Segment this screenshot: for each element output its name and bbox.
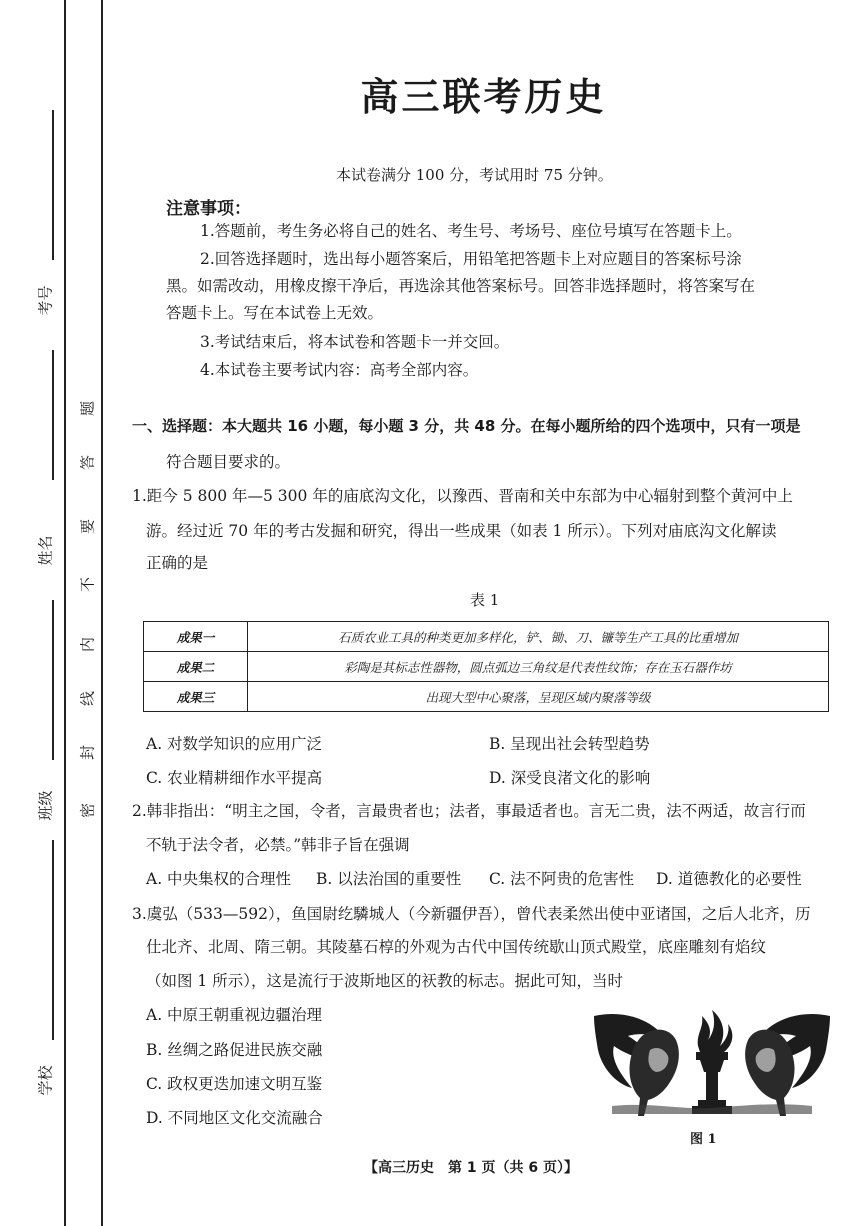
- q1-option-a: A. 对数学知识的应用广泛: [146, 735, 323, 753]
- question-1-text: 正确的是: [146, 554, 209, 572]
- q2-option-d: D. 道德教化的必要性: [656, 870, 802, 888]
- q2-option-a: A. 中央集权的合理性: [146, 870, 292, 888]
- field-name-line: [52, 600, 54, 760]
- table-cell: 彩陶是其标志性器物，圆点弧边三角纹是代表性纹饰；存在玉石器作坊: [248, 652, 829, 682]
- field-exam-number-line: [52, 110, 54, 260]
- seal-char: 要: [78, 519, 97, 535]
- notice-item: 黑。如需改动，用橡皮擦干净后，再选涂其他答案标号。回答非选择题时，将答案写在: [166, 277, 756, 295]
- figure-caption: 图 1: [690, 1132, 717, 1147]
- table-row: [144, 622, 829, 652]
- table-row: [144, 652, 829, 682]
- question-2-text: 不轨于法令者，必禁。”韩非子旨在强调: [146, 836, 410, 854]
- fire-altar-relief: [592, 1006, 832, 1118]
- notice-heading: 注意事项：: [166, 199, 251, 219]
- notice-item: 2.回答选择题时，选出每小题答案后，用铅笔把答题卡上对应题目的答案标号涂: [200, 250, 742, 268]
- q1-option-c: C. 农业精耕细作水平提高: [146, 769, 323, 787]
- seal-char: 封: [78, 745, 97, 761]
- seal-char: 答: [78, 455, 97, 471]
- notice-item: 3.考试结束后，将本试卷和答题卡一并交回。: [200, 333, 510, 351]
- field-class-label: 班级: [36, 790, 55, 821]
- field-class-line: [52, 840, 54, 1040]
- seal-char: 密: [78, 803, 97, 819]
- seal-char: 不: [78, 577, 97, 593]
- notice-item: 4.本试卷主要考试内容：高考全部内容。: [200, 361, 479, 379]
- table-cell: 石质农业工具的种类更加多样化，铲、锄、刀、镰等生产工具的比重增加: [248, 622, 829, 652]
- table-cell: 成果一: [144, 622, 248, 652]
- question-3-text: 仕北齐、北周、隋三朝。其陵墓石椁的外观为古代中国传统歇山顶式殿堂，底座雕刻有焰纹: [146, 938, 767, 956]
- table-caption: 表 1: [470, 591, 500, 609]
- seal-char: 内: [78, 637, 97, 653]
- exam-subtitle: 本试卷满分 100 分，考试用时 75 分钟。: [336, 166, 613, 184]
- question-1-text: 1.距今 5 800 年—5 300 年的庙底沟文化，以豫西、晋南和关中东部为中心辐射到整个黄河中上: [132, 487, 793, 505]
- question-3-text: （如图 1 所示），这是流行于波斯地区的祆教的标志。据此可知，当时: [146, 972, 623, 990]
- question-1-text: 游。经过近 70 年的考古发掘和研究，得出一些成果（如表 1 所示）。下列对庙底沟文化解读: [146, 522, 777, 540]
- seal-char: 题: [78, 401, 97, 417]
- margin-line-outer: [64, 0, 66, 1226]
- notice-item: 答题卡上。写在本试卷上无效。: [166, 304, 384, 322]
- field-exam-number-label: 考号: [36, 285, 55, 316]
- question-3-text: 3.虞弘（533—592），鱼国尉纥驎城人（今新疆伊吾），曾代表柔然出使中亚诸国，之后人北齐，历: [132, 905, 811, 923]
- section-heading-cont: 符合题目要求的。: [166, 453, 291, 471]
- q3-option-c: C. 政权更迭加速文明互鉴: [146, 1075, 323, 1093]
- table-cell: 成果三: [144, 682, 248, 712]
- field-school-label: 学校: [36, 1065, 55, 1096]
- notice-item: 1.答题前，考生务必将自己的姓名、考生号、考场号、座位号填写在答题卡上。: [200, 222, 742, 240]
- field-name-label: 姓名: [36, 535, 55, 566]
- q2-option-b: B. 以法治国的重要性: [316, 870, 462, 888]
- results-table: [143, 621, 829, 712]
- q3-option-d: D. 不同地区文化交流融合: [146, 1109, 323, 1127]
- table-cell: 出现大型中心聚落，呈现区域内聚落等级: [248, 682, 829, 712]
- page-footer: 【高三历史 第 1 页（共 6 页）】: [364, 1160, 578, 1176]
- section-heading: 一、选择题：本大题共 16 小题，每小题 3 分，共 48 分。在每小题所给的四个选项中，只有一项是: [132, 417, 801, 435]
- q3-option-a: A. 中原王朝重视边疆治理: [146, 1006, 323, 1024]
- q3-option-b: B. 丝绸之路促进民族交融: [146, 1041, 323, 1059]
- field-line-2: [52, 350, 54, 480]
- table-cell: 成果二: [144, 652, 248, 682]
- seal-char: 线: [78, 691, 97, 707]
- q1-option-d: D. 深受良渚文化的影响: [489, 769, 651, 787]
- q2-option-c: C. 法不阿贵的危害性: [489, 870, 635, 888]
- figure-1-image: [592, 1006, 832, 1118]
- table-row: [144, 682, 829, 712]
- page-title: 高三联考历史: [360, 75, 607, 119]
- q1-option-b: B. 呈现出社会转型趋势: [489, 735, 650, 753]
- margin-line-inner: [101, 0, 103, 1226]
- question-2-text: 2.韩非指出：“明主之国，令者，言最贵者也；法者，事最适者也。言无二贵，法不两适，故言行而: [132, 802, 806, 820]
